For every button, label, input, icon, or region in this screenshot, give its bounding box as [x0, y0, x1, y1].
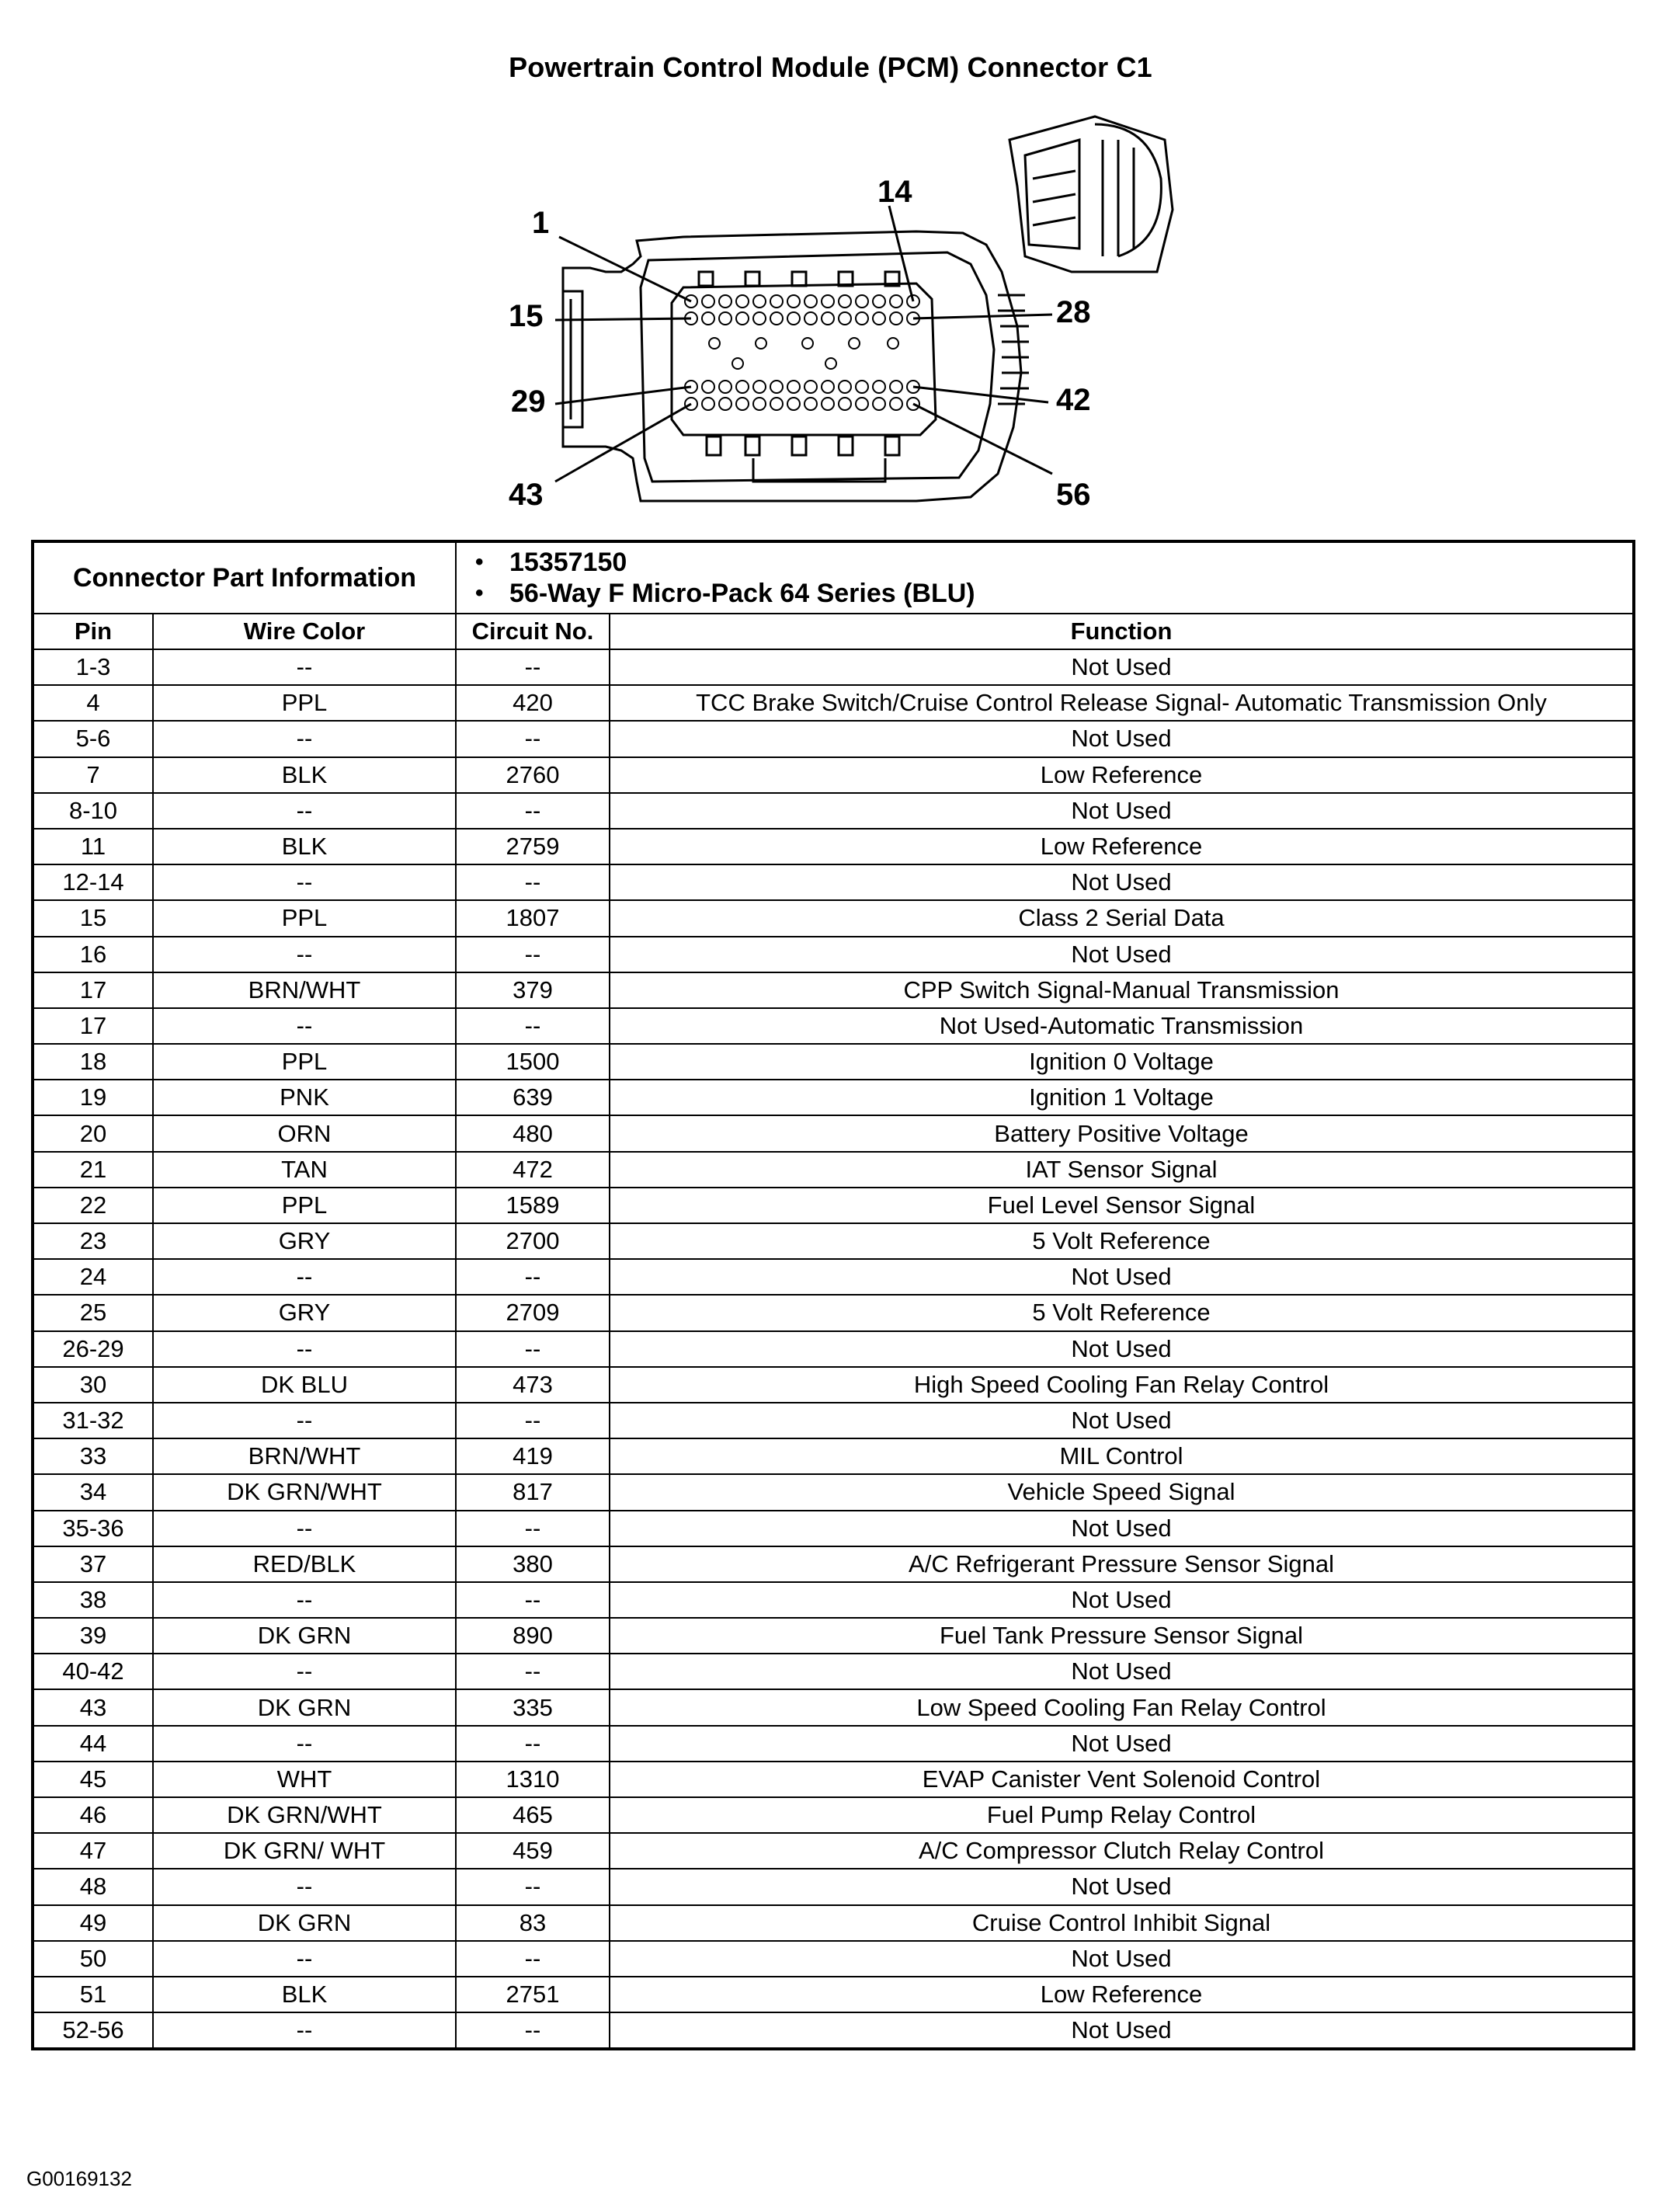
cell-circuit: 472 [456, 1152, 610, 1188]
cell-pin: 17 [33, 1008, 153, 1044]
cell-wire-color: -- [153, 1726, 456, 1762]
table-row [33, 1080, 1634, 1115]
cell-function: IAT Sensor Signal [610, 1152, 1634, 1188]
cell-wire-color: PPL [153, 685, 456, 721]
table-row [33, 1726, 1634, 1762]
column-header-circuit: Circuit No. [456, 614, 610, 649]
cell-wire-color: -- [153, 649, 456, 685]
cell-wire-color: BLK [153, 757, 456, 793]
cell-function: Low Reference [610, 1977, 1634, 2012]
cell-circuit: 465 [456, 1797, 610, 1833]
table-row [33, 1582, 1634, 1618]
cell-pin: 37 [33, 1546, 153, 1582]
cell-circuit: 380 [456, 1546, 610, 1582]
cell-circuit: -- [456, 1331, 610, 1367]
cell-pin: 34 [33, 1474, 153, 1510]
cell-pin: 4 [33, 685, 153, 721]
connector-pinout-table [31, 540, 1635, 2050]
cell-circuit: -- [456, 1869, 610, 1904]
cell-circuit: 890 [456, 1618, 610, 1654]
page-title: Powertrain Control Module (PCM) Connector C1 [509, 51, 1152, 83]
cell-pin: 46 [33, 1797, 153, 1833]
cell-pin: 1-3 [33, 649, 153, 685]
cell-function: Fuel Tank Pressure Sensor Signal [610, 1618, 1634, 1654]
cell-circuit: 2700 [456, 1223, 610, 1259]
cell-function: Ignition 0 Voltage [610, 1044, 1634, 1080]
cell-wire-color: ORN [153, 1115, 456, 1151]
cell-pin: 25 [33, 1295, 153, 1330]
column-header-function: Function [610, 614, 1634, 649]
table-row [33, 1654, 1634, 1689]
table-row [33, 1511, 1634, 1546]
column-header-row [33, 614, 1634, 649]
cell-function: High Speed Cooling Fan Relay Control [610, 1367, 1634, 1403]
cell-wire-color: RED/BLK [153, 1546, 456, 1582]
cell-circuit: -- [456, 1259, 610, 1295]
cell-wire-color: DK GRN [153, 1905, 456, 1941]
cell-wire-color: BLK [153, 829, 456, 864]
table-row [33, 1403, 1634, 1438]
table-row [33, 1833, 1634, 1869]
pin-label-29: 29 [511, 384, 546, 419]
table-row [33, 721, 1634, 756]
cell-wire-color: DK BLU [153, 1367, 456, 1403]
cell-pin: 17 [33, 972, 153, 1008]
table-row [33, 1044, 1634, 1080]
cell-wire-color: PNK [153, 1080, 456, 1115]
pin-label-42: 42 [1056, 383, 1091, 417]
cell-function: A/C Refrigerant Pressure Sensor Signal [610, 1546, 1634, 1582]
pin-label-14: 14 [877, 175, 912, 209]
table-row [33, 1546, 1634, 1582]
cell-pin: 45 [33, 1762, 153, 1797]
cell-circuit: -- [456, 937, 610, 972]
cell-circuit: 2709 [456, 1295, 610, 1330]
cell-pin: 38 [33, 1582, 153, 1618]
cell-pin: 15 [33, 900, 153, 936]
cell-pin: 19 [33, 1080, 153, 1115]
table-row [33, 1797, 1634, 1833]
cell-wire-color: DK GRN/ WHT [153, 1833, 456, 1869]
cell-pin: 49 [33, 1905, 153, 1941]
cell-function: Not Used [610, 1511, 1634, 1546]
column-header-pin: Pin [33, 614, 153, 649]
cell-function: Not Used-Automatic Transmission [610, 1008, 1634, 1044]
cell-wire-color: -- [153, 1403, 456, 1438]
cell-function: 5 Volt Reference [610, 1295, 1634, 1330]
cell-circuit: 817 [456, 1474, 610, 1510]
table-row [33, 1152, 1634, 1188]
cell-circuit: -- [456, 793, 610, 829]
cell-wire-color: DK GRN [153, 1689, 456, 1725]
cell-circuit: 2759 [456, 829, 610, 864]
connector-description: • 56-Way F Micro-Pack 64 Series (BLU) [509, 578, 1632, 609]
cell-pin: 44 [33, 1726, 153, 1762]
cell-pin: 48 [33, 1869, 153, 1904]
cell-circuit: 2751 [456, 1977, 610, 2012]
cell-pin: 22 [33, 1188, 153, 1223]
cell-circuit: -- [456, 1582, 610, 1618]
cell-pin: 8-10 [33, 793, 153, 829]
cell-wire-color: GRY [153, 1223, 456, 1259]
cell-pin: 33 [33, 1438, 153, 1474]
cell-function: Fuel Level Sensor Signal [610, 1188, 1634, 1223]
cell-function: CPP Switch Signal-Manual Transmission [610, 972, 1634, 1008]
cell-circuit: -- [456, 649, 610, 685]
connector-info-items [456, 541, 1634, 614]
cell-wire-color: -- [153, 1654, 456, 1689]
cell-circuit: 473 [456, 1367, 610, 1403]
cell-wire-color: DK GRN [153, 1618, 456, 1654]
cell-pin: 21 [33, 1152, 153, 1188]
cell-pin: 26-29 [33, 1331, 153, 1367]
cell-wire-color: -- [153, 864, 456, 900]
cell-pin: 5-6 [33, 721, 153, 756]
cell-circuit: -- [456, 1941, 610, 1977]
cell-pin: 52-56 [33, 2012, 153, 2049]
cell-pin: 7 [33, 757, 153, 793]
table-row [33, 685, 1634, 721]
cell-wire-color: TAN [153, 1152, 456, 1188]
cell-function: Not Used [610, 1869, 1634, 1904]
table-row [33, 1905, 1634, 1941]
cell-wire-color: PPL [153, 1188, 456, 1223]
cell-wire-color: -- [153, 793, 456, 829]
cell-wire-color: -- [153, 1259, 456, 1295]
table-row [33, 2012, 1634, 2049]
cell-pin: 16 [33, 937, 153, 972]
cell-wire-color: -- [153, 1511, 456, 1546]
table-row [33, 1941, 1634, 1977]
pin-label-28: 28 [1056, 295, 1091, 329]
table-row [33, 1618, 1634, 1654]
cell-wire-color: GRY [153, 1295, 456, 1330]
cell-function: Not Used [610, 1259, 1634, 1295]
cell-function: TCC Brake Switch/Cruise Control Release Signal- Automatic Transmission Only [610, 685, 1634, 721]
cell-circuit: 1807 [456, 900, 610, 936]
cell-circuit: -- [456, 2012, 610, 2049]
cell-function: Not Used [610, 1941, 1634, 1977]
pin-label-15: 15 [509, 299, 544, 333]
cell-function: Not Used [610, 864, 1634, 900]
cell-function: Not Used [610, 1403, 1634, 1438]
cell-pin: 51 [33, 1977, 153, 2012]
cell-function: Battery Positive Voltage [610, 1115, 1634, 1151]
table-row [33, 829, 1634, 864]
cell-wire-color: -- [153, 2012, 456, 2049]
cell-pin: 30 [33, 1367, 153, 1403]
cell-function: Not Used [610, 1331, 1634, 1367]
cell-wire-color: -- [153, 1941, 456, 1977]
cell-function: Not Used [610, 793, 1634, 829]
cell-circuit: 480 [456, 1115, 610, 1151]
cell-circuit: 459 [456, 1833, 610, 1869]
table-row [33, 1008, 1634, 1044]
connector-info-row [33, 541, 1634, 614]
cell-pin: 23 [33, 1223, 153, 1259]
pin-label-43: 43 [509, 478, 544, 512]
cell-pin: 18 [33, 1044, 153, 1080]
cell-wire-color: -- [153, 1582, 456, 1618]
cell-wire-color: BRN/WHT [153, 1438, 456, 1474]
cell-wire-color: PPL [153, 900, 456, 936]
cell-wire-color: -- [153, 721, 456, 756]
cell-function: Not Used [610, 649, 1634, 685]
cell-function: Vehicle Speed Signal [610, 1474, 1634, 1510]
table-row [33, 1438, 1634, 1474]
cell-wire-color: -- [153, 1869, 456, 1904]
cell-circuit: 2760 [456, 757, 610, 793]
cell-circuit: -- [456, 1008, 610, 1044]
table-row [33, 864, 1634, 900]
cell-circuit: 1500 [456, 1044, 610, 1080]
table-row [33, 1295, 1634, 1330]
pin-label-56: 56 [1056, 478, 1091, 512]
table-row [33, 1115, 1634, 1151]
table-row [33, 937, 1634, 972]
table-row [33, 1474, 1634, 1510]
cell-function: Cruise Control Inhibit Signal [610, 1905, 1634, 1941]
cell-circuit: 1589 [456, 1188, 610, 1223]
cell-function: MIL Control [610, 1438, 1634, 1474]
cell-circuit: -- [456, 1511, 610, 1546]
table-row [33, 793, 1634, 829]
cell-circuit: 1310 [456, 1762, 610, 1797]
cell-pin: 40-42 [33, 1654, 153, 1689]
cell-circuit: -- [456, 1654, 610, 1689]
cell-function: Low Speed Cooling Fan Relay Control [610, 1689, 1634, 1725]
table-row [33, 649, 1634, 685]
cell-function: Ignition 1 Voltage [610, 1080, 1634, 1115]
cell-circuit: 639 [456, 1080, 610, 1115]
cell-wire-color: DK GRN/WHT [153, 1797, 456, 1833]
cell-function: Not Used [610, 1582, 1634, 1618]
cell-wire-color: WHT [153, 1762, 456, 1797]
connector-part-number: • 15357150 [509, 547, 1632, 578]
cell-circuit: -- [456, 1726, 610, 1762]
table-row [33, 1331, 1634, 1367]
cell-wire-color: DK GRN/WHT [153, 1474, 456, 1510]
cell-circuit: 83 [456, 1905, 610, 1941]
table-row [33, 1977, 1634, 2012]
cell-wire-color: BRN/WHT [153, 972, 456, 1008]
table-row [33, 1223, 1634, 1259]
cell-function: Not Used [610, 721, 1634, 756]
cell-pin: 43 [33, 1689, 153, 1725]
cell-pin: 31-32 [33, 1403, 153, 1438]
cell-function: Not Used [610, 2012, 1634, 2049]
table-row [33, 900, 1634, 936]
cell-pin: 11 [33, 829, 153, 864]
cell-function: Low Reference [610, 829, 1634, 864]
cell-circuit: 419 [456, 1438, 610, 1474]
table-row [33, 1259, 1634, 1295]
cell-function: Not Used [610, 1654, 1634, 1689]
cell-wire-color: -- [153, 1331, 456, 1367]
cell-pin: 50 [33, 1941, 153, 1977]
cell-function: A/C Compressor Clutch Relay Control [610, 1833, 1634, 1869]
table-row [33, 1762, 1634, 1797]
cell-circuit: 420 [456, 685, 610, 721]
cell-pin: 20 [33, 1115, 153, 1151]
cell-circuit: -- [456, 864, 610, 900]
cell-function: Low Reference [610, 757, 1634, 793]
cell-wire-color: BLK [153, 1977, 456, 2012]
cell-pin: 47 [33, 1833, 153, 1869]
cell-circuit: -- [456, 1403, 610, 1438]
cell-function: 5 Volt Reference [610, 1223, 1634, 1259]
cell-wire-color: PPL [153, 1044, 456, 1080]
cell-circuit: 335 [456, 1689, 610, 1725]
cell-pin: 35-36 [33, 1511, 153, 1546]
connector-diagram [481, 93, 1196, 528]
cell-function: Not Used [610, 937, 1634, 972]
cell-function: Fuel Pump Relay Control [610, 1797, 1634, 1833]
table-row [33, 1689, 1634, 1725]
table-row [33, 972, 1634, 1008]
figure-id: G00169132 [26, 2167, 132, 2190]
cell-pin: 12-14 [33, 864, 153, 900]
table-row [33, 757, 1634, 793]
table-row [33, 1367, 1634, 1403]
cell-circuit: 379 [456, 972, 610, 1008]
cell-pin: 24 [33, 1259, 153, 1295]
connector-info-label: Connector Part Information [33, 541, 456, 614]
table-row [33, 1869, 1634, 1904]
column-header-wire-color: Wire Color [153, 614, 456, 649]
cell-wire-color: -- [153, 1008, 456, 1044]
cell-function: Not Used [610, 1726, 1634, 1762]
cell-function: Class 2 Serial Data [610, 900, 1634, 936]
cell-wire-color: -- [153, 937, 456, 972]
cell-circuit: -- [456, 721, 610, 756]
cell-function: EVAP Canister Vent Solenoid Control [610, 1762, 1634, 1797]
cell-pin: 39 [33, 1618, 153, 1654]
table-row [33, 1188, 1634, 1223]
pin-label-1: 1 [532, 206, 550, 240]
